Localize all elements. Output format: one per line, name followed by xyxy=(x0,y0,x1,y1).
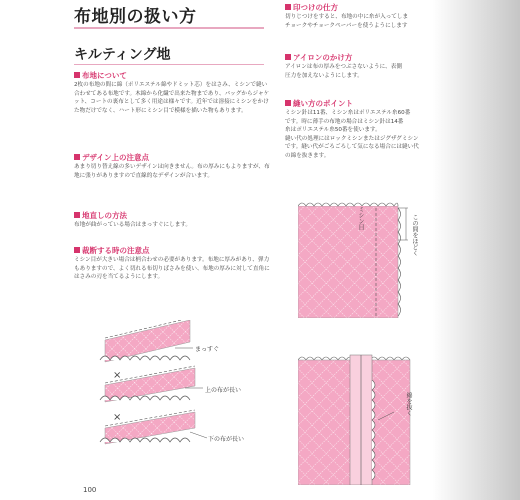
subtitle-underline xyxy=(74,64,264,65)
heading-cutting: 裁断する時の注意点 xyxy=(74,245,150,256)
label-straight: まっすぐ xyxy=(195,346,220,353)
label-bottom-longer: 下の布が長い xyxy=(208,436,245,443)
bullet-square-icon xyxy=(285,4,291,10)
label-remove-batting: 綿を抜く xyxy=(405,392,412,416)
quilt-scallop-3 xyxy=(100,438,190,442)
body-ironing: アイロンは布の厚みをつぶさないように、表側 圧力を加えないようにします。 xyxy=(285,64,402,79)
cutting-layers-illustration xyxy=(95,320,275,460)
body-fabric: 2枚の布地の間に綿（ポリエステル綿やドミット芯）をはさみ、ミシンで縫い合わせてある布地です。木綿から化繊で出来た物まであり、バッグからジャケット、コートの裏布として多く用途は様々です。近年では溶接にミシンをかけた物だけでなく、ハート形にミシン目で模様を描いた物もあります。 xyxy=(74,82,270,114)
quilt-scallop-2 xyxy=(100,396,190,400)
body-design: あまり切り替え線の多いデザインは向きません。布の厚みにもよりますが、布地に張りがありますので直線的なデザインが合います。 xyxy=(74,164,270,179)
bullet-square-icon xyxy=(74,154,80,160)
seam-open-illustration xyxy=(298,340,438,485)
heading-straighten: 地直しの方法 xyxy=(74,210,127,221)
bullet-square-icon xyxy=(74,72,80,78)
page-number: 100 xyxy=(83,486,97,494)
bullet-square-icon xyxy=(285,54,291,60)
body-sewing: ミシン針は11番、ミシン糸はポリエステル糸60番 です。時に薄手の布地の場合はミシン針は14番 糸はポリエステル糸50番を使います。 縫い代の処理にはロックミシンまたはジグザグミシン です。縫い代がごろごろして気になる場合には縫い代 の綿を抜きます。 xyxy=(285,110,419,159)
seam-allowance-edge xyxy=(398,208,401,316)
heading-fabric: 布地について xyxy=(74,70,127,81)
x-mark-icon: × xyxy=(113,370,122,381)
body-cutting: ミシン目が大きい場合は柄合わせの必要があります。布地に厚みがあり、弾力もありますので、よく切れる布切りばさみを使い、布地の厚みに対して直角にはさみの刃を当てるようにします。 xyxy=(74,257,270,281)
bullet-square-icon xyxy=(74,247,80,253)
body-straighten: 布地が曲がっている場合はまっすぐにします。 xyxy=(74,222,192,228)
heading-marking: 印つけの仕方 xyxy=(285,2,338,13)
bullet-square-icon xyxy=(285,100,291,106)
heading-ironing: アイロンのかけ方 xyxy=(285,52,352,63)
quilt-scallop-1 xyxy=(100,356,190,360)
heading-sewing: 縫い方のポイント xyxy=(285,98,353,109)
section-title: キルティング地 xyxy=(74,47,171,63)
x-mark-icon: × xyxy=(113,412,122,423)
heading-design: デザイン上の注意点 xyxy=(74,152,149,163)
fabric-layer-1 xyxy=(105,320,190,362)
page-fold-shadow xyxy=(432,0,520,500)
body-marking: 切りじつけをすると、布地の中に糸が入ってしま チョークやチョークペーパーを使うようにします xyxy=(285,14,409,29)
title-underline xyxy=(74,27,264,29)
label-unpick: この間をほどく xyxy=(411,214,418,256)
label-top-longer: 上の布が長い xyxy=(205,387,242,394)
bullet-square-icon xyxy=(74,212,80,218)
label-stitch: ミシン目 xyxy=(357,206,364,230)
page-title: 布地別の扱い方 xyxy=(74,7,197,27)
quilted-fabric xyxy=(298,206,398,318)
